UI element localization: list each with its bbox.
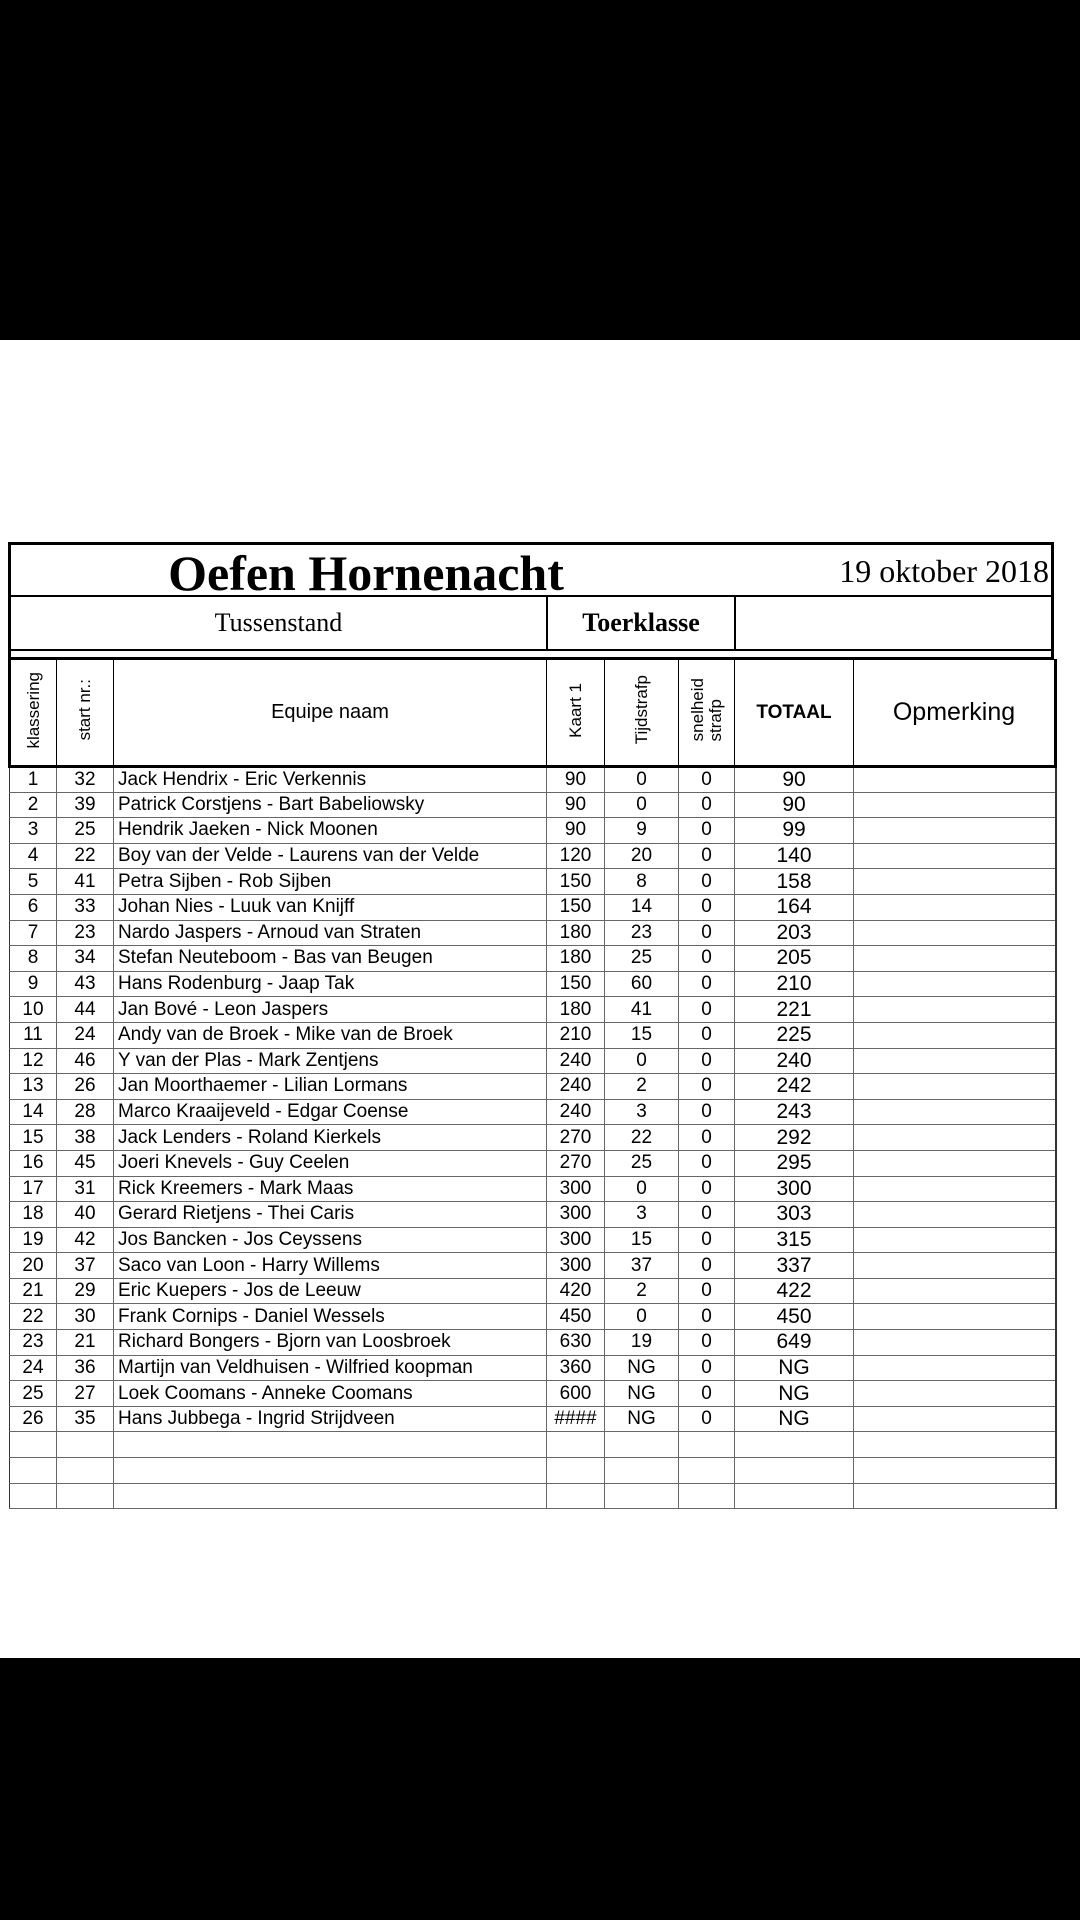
cell-start-nr: 34 bbox=[57, 946, 114, 972]
cell-totaal: 225 bbox=[735, 1022, 854, 1048]
cell-rank: 11 bbox=[10, 1022, 57, 1048]
cell-kaart1: 180 bbox=[547, 946, 605, 972]
cell-start-nr: 43 bbox=[57, 971, 114, 997]
cell-snelheid: 0 bbox=[679, 1150, 735, 1176]
cell-rank: 17 bbox=[10, 1176, 57, 1202]
cell-snelheid: 0 bbox=[679, 1253, 735, 1279]
cell-start-nr: 46 bbox=[57, 1048, 114, 1074]
cell-opmerking bbox=[854, 1125, 1056, 1151]
cell-tijdstrafp: 0 bbox=[605, 1304, 679, 1330]
empty-cell bbox=[114, 1432, 547, 1458]
cell-rank: 2 bbox=[10, 792, 57, 818]
cell-snelheid: 0 bbox=[679, 843, 735, 869]
cell-opmerking bbox=[854, 818, 1056, 844]
cell-snelheid: 0 bbox=[679, 1048, 735, 1074]
cell-equipe: Jos Bancken - Jos Ceyssens bbox=[114, 1227, 547, 1253]
table-row bbox=[10, 869, 1056, 895]
cell-opmerking bbox=[854, 767, 1056, 793]
cell-rank: 23 bbox=[10, 1330, 57, 1356]
table-row bbox=[10, 1330, 1056, 1356]
cell-equipe: Rick Kreemers - Mark Maas bbox=[114, 1176, 547, 1202]
cell-totaal: 242 bbox=[735, 1074, 854, 1100]
cell-start-nr: 25 bbox=[57, 818, 114, 844]
empty-cell bbox=[854, 1432, 1056, 1458]
class-label: Toerklasse bbox=[548, 597, 736, 649]
cell-opmerking bbox=[854, 997, 1056, 1023]
cell-tijdstrafp: 2 bbox=[605, 1278, 679, 1304]
cell-rank: 4 bbox=[10, 843, 57, 869]
table-row bbox=[10, 1253, 1056, 1279]
cell-equipe: Patrick Corstjens - Bart Babeliowsky bbox=[114, 792, 547, 818]
cell-snelheid: 0 bbox=[679, 1176, 735, 1202]
cell-snelheid: 0 bbox=[679, 1099, 735, 1125]
cell-start-nr: 44 bbox=[57, 997, 114, 1023]
cell-rank: 19 bbox=[10, 1227, 57, 1253]
empty-cell bbox=[854, 1483, 1056, 1509]
cell-totaal: 240 bbox=[735, 1048, 854, 1074]
col-header-totaal: TOTAAL bbox=[735, 660, 854, 767]
cell-kaart1: 90 bbox=[547, 792, 605, 818]
table-row bbox=[10, 1278, 1056, 1304]
cell-kaart1: 240 bbox=[547, 1048, 605, 1074]
cell-tijdstrafp: 0 bbox=[605, 1048, 679, 1074]
col-header-kaart1: Kaart 1 bbox=[547, 660, 605, 767]
cell-opmerking bbox=[854, 1074, 1056, 1100]
cell-totaal: 303 bbox=[735, 1202, 854, 1228]
cell-kaart1: #### bbox=[547, 1406, 605, 1432]
table-row bbox=[10, 1125, 1056, 1151]
cell-rank: 22 bbox=[10, 1304, 57, 1330]
table-row bbox=[10, 1074, 1056, 1100]
cell-opmerking bbox=[854, 1022, 1056, 1048]
cell-kaart1: 300 bbox=[547, 1227, 605, 1253]
cell-totaal: 158 bbox=[735, 869, 854, 895]
cell-opmerking bbox=[854, 1176, 1056, 1202]
cell-kaart1: 90 bbox=[547, 767, 605, 793]
cell-opmerking bbox=[854, 1099, 1056, 1125]
cell-equipe: Nardo Jaspers - Arnoud van Straten bbox=[114, 920, 547, 946]
cell-totaal: 90 bbox=[735, 792, 854, 818]
results-body bbox=[10, 767, 1056, 1509]
cell-equipe: Saco van Loon - Harry Willems bbox=[114, 1253, 547, 1279]
cell-tijdstrafp: 2 bbox=[605, 1074, 679, 1100]
cell-rank: 25 bbox=[10, 1381, 57, 1407]
event-date: 19 oktober 2018 bbox=[839, 553, 1049, 589]
col-header-tijdstrafp: Tijdstrafp bbox=[605, 660, 679, 767]
empty-cell bbox=[854, 1458, 1056, 1484]
cell-equipe: Gerard Rietjens - Thei Caris bbox=[114, 1202, 547, 1228]
cell-rank: 18 bbox=[10, 1202, 57, 1228]
cell-start-nr: 30 bbox=[57, 1304, 114, 1330]
empty-cell bbox=[114, 1458, 547, 1484]
table-row bbox=[10, 1099, 1056, 1125]
cell-tijdstrafp: 0 bbox=[605, 767, 679, 793]
cell-kaart1: 270 bbox=[547, 1125, 605, 1151]
cell-start-nr: 42 bbox=[57, 1227, 114, 1253]
cell-equipe: Andy van de Broek - Mike van de Broek bbox=[114, 1022, 547, 1048]
cell-start-nr: 27 bbox=[57, 1381, 114, 1407]
empty-table-row bbox=[10, 1432, 1056, 1458]
empty-cell bbox=[547, 1483, 605, 1509]
subtitle-empty-cell bbox=[736, 597, 1051, 649]
table-row bbox=[10, 1150, 1056, 1176]
cell-tijdstrafp: 25 bbox=[605, 1150, 679, 1176]
cell-opmerking bbox=[854, 1253, 1056, 1279]
cell-totaal: 210 bbox=[735, 971, 854, 997]
cell-tijdstrafp: 22 bbox=[605, 1125, 679, 1151]
cell-start-nr: 23 bbox=[57, 920, 114, 946]
cell-opmerking bbox=[854, 920, 1056, 946]
cell-snelheid: 0 bbox=[679, 1381, 735, 1407]
cell-snelheid: 0 bbox=[679, 1227, 735, 1253]
table-row bbox=[10, 1202, 1056, 1228]
cell-totaal: 337 bbox=[735, 1253, 854, 1279]
empty-cell bbox=[735, 1458, 854, 1484]
empty-cell bbox=[114, 1483, 547, 1509]
empty-cell bbox=[735, 1432, 854, 1458]
cell-kaart1: 240 bbox=[547, 1074, 605, 1100]
cell-start-nr: 29 bbox=[57, 1278, 114, 1304]
cell-totaal: 649 bbox=[735, 1330, 854, 1356]
cell-kaart1: 150 bbox=[547, 971, 605, 997]
cell-rank: 16 bbox=[10, 1150, 57, 1176]
cell-snelheid: 0 bbox=[679, 1304, 735, 1330]
empty-cell bbox=[605, 1458, 679, 1484]
cell-kaart1: 420 bbox=[547, 1278, 605, 1304]
cell-snelheid: 0 bbox=[679, 920, 735, 946]
cell-tijdstrafp: 3 bbox=[605, 1099, 679, 1125]
cell-start-nr: 22 bbox=[57, 843, 114, 869]
cell-tijdstrafp: 25 bbox=[605, 946, 679, 972]
col-header-opmerking: Opmerking bbox=[854, 660, 1056, 767]
empty-cell bbox=[735, 1483, 854, 1509]
cell-equipe: Eric Kuepers - Jos de Leeuw bbox=[114, 1278, 547, 1304]
cell-rank: 10 bbox=[10, 997, 57, 1023]
subtitle-row bbox=[8, 597, 1054, 651]
table-row bbox=[10, 894, 1056, 920]
cell-totaal: 292 bbox=[735, 1125, 854, 1151]
cell-rank: 24 bbox=[10, 1355, 57, 1381]
cell-start-nr: 38 bbox=[57, 1125, 114, 1151]
cell-totaal: 243 bbox=[735, 1099, 854, 1125]
cell-kaart1: 150 bbox=[547, 869, 605, 895]
cell-tijdstrafp: NG bbox=[605, 1355, 679, 1381]
table-row bbox=[10, 792, 1056, 818]
empty-cell bbox=[57, 1432, 114, 1458]
cell-kaart1: 360 bbox=[547, 1355, 605, 1381]
empty-table-row bbox=[10, 1458, 1056, 1484]
cell-snelheid: 0 bbox=[679, 1330, 735, 1356]
cell-snelheid: 0 bbox=[679, 971, 735, 997]
empty-cell bbox=[605, 1483, 679, 1509]
cell-snelheid: 0 bbox=[679, 792, 735, 818]
cell-kaart1: 300 bbox=[547, 1202, 605, 1228]
cell-start-nr: 26 bbox=[57, 1074, 114, 1100]
cell-tijdstrafp: 41 bbox=[605, 997, 679, 1023]
cell-equipe: Jan Moorthaemer - Lilian Lormans bbox=[114, 1074, 547, 1100]
cell-rank: 8 bbox=[10, 946, 57, 972]
cell-tijdstrafp: 20 bbox=[605, 843, 679, 869]
empty-cell bbox=[547, 1458, 605, 1484]
cell-totaal: 164 bbox=[735, 894, 854, 920]
table-row bbox=[10, 971, 1056, 997]
cell-snelheid: 0 bbox=[679, 946, 735, 972]
cell-kaart1: 630 bbox=[547, 1330, 605, 1356]
cell-tijdstrafp: 15 bbox=[605, 1022, 679, 1048]
empty-cell bbox=[10, 1458, 57, 1484]
cell-kaart1: 270 bbox=[547, 1150, 605, 1176]
cell-equipe: Martijn van Veldhuisen - Wilfried koopman bbox=[114, 1355, 547, 1381]
cell-snelheid: 0 bbox=[679, 767, 735, 793]
cell-equipe: Hans Jubbega - Ingrid Strijdveen bbox=[114, 1406, 547, 1432]
cell-kaart1: 300 bbox=[547, 1176, 605, 1202]
cell-start-nr: 36 bbox=[57, 1355, 114, 1381]
cell-snelheid: 0 bbox=[679, 1074, 735, 1100]
col-header-snelheid: snelheidstrafp bbox=[679, 660, 735, 767]
empty-cell bbox=[10, 1432, 57, 1458]
cell-equipe: Jack Lenders - Roland Kierkels bbox=[114, 1125, 547, 1151]
cell-tijdstrafp: 23 bbox=[605, 920, 679, 946]
cell-totaal: 99 bbox=[735, 818, 854, 844]
cell-rank: 13 bbox=[10, 1074, 57, 1100]
empty-cell bbox=[57, 1458, 114, 1484]
cell-rank: 26 bbox=[10, 1406, 57, 1432]
table-row bbox=[10, 1227, 1056, 1253]
table-row bbox=[10, 1355, 1056, 1381]
empty-cell bbox=[679, 1458, 735, 1484]
table-row bbox=[10, 1381, 1056, 1407]
cell-equipe: Boy van der Velde - Laurens van der Velde bbox=[114, 843, 547, 869]
cell-opmerking bbox=[854, 1304, 1056, 1330]
col-header-klassering: klassering bbox=[10, 660, 57, 767]
cell-rank: 20 bbox=[10, 1253, 57, 1279]
cell-start-nr: 39 bbox=[57, 792, 114, 818]
col-header-equipe: Equipe naam bbox=[114, 660, 547, 767]
cell-equipe: Jack Hendrix - Eric Verkennis bbox=[114, 767, 547, 793]
cell-kaart1: 210 bbox=[547, 1022, 605, 1048]
cell-totaal: 315 bbox=[735, 1227, 854, 1253]
cell-equipe: Loek Coomans - Anneke Coomans bbox=[114, 1381, 547, 1407]
cell-equipe: Frank Cornips - Daniel Wessels bbox=[114, 1304, 547, 1330]
cell-snelheid: 0 bbox=[679, 818, 735, 844]
cell-opmerking bbox=[854, 1406, 1056, 1432]
cell-rank: 15 bbox=[10, 1125, 57, 1151]
table-row bbox=[10, 818, 1056, 844]
col-header-start-nr: start nr.: bbox=[57, 660, 114, 767]
cell-kaart1: 450 bbox=[547, 1304, 605, 1330]
empty-cell bbox=[57, 1483, 114, 1509]
cell-tijdstrafp: 0 bbox=[605, 792, 679, 818]
title-row bbox=[8, 542, 1054, 601]
cell-snelheid: 0 bbox=[679, 1278, 735, 1304]
table-row bbox=[10, 1176, 1056, 1202]
cell-totaal: 203 bbox=[735, 920, 854, 946]
page-title: Oefen Hornenacht bbox=[168, 545, 564, 601]
cell-start-nr: 32 bbox=[57, 767, 114, 793]
cell-opmerking bbox=[854, 792, 1056, 818]
cell-totaal: 221 bbox=[735, 997, 854, 1023]
cell-start-nr: 33 bbox=[57, 894, 114, 920]
cell-opmerking bbox=[854, 869, 1056, 895]
cell-opmerking bbox=[854, 1330, 1056, 1356]
cell-totaal: 205 bbox=[735, 946, 854, 972]
table-row bbox=[10, 843, 1056, 869]
empty-table-row bbox=[10, 1483, 1056, 1509]
cell-tijdstrafp: 60 bbox=[605, 971, 679, 997]
cell-snelheid: 0 bbox=[679, 1355, 735, 1381]
cell-equipe: Richard Bongers - Bjorn van Loosbroek bbox=[114, 1330, 547, 1356]
cell-opmerking bbox=[854, 1227, 1056, 1253]
cell-totaal: NG bbox=[735, 1355, 854, 1381]
cell-equipe: Johan Nies - Luuk van Knijff bbox=[114, 894, 547, 920]
cell-opmerking bbox=[854, 1381, 1056, 1407]
empty-cell bbox=[679, 1483, 735, 1509]
cell-totaal: 300 bbox=[735, 1176, 854, 1202]
cell-totaal: NG bbox=[735, 1406, 854, 1432]
cell-tijdstrafp: 14 bbox=[605, 894, 679, 920]
cell-start-nr: 37 bbox=[57, 1253, 114, 1279]
cell-rank: 6 bbox=[10, 894, 57, 920]
cell-rank: 3 bbox=[10, 818, 57, 844]
table-row bbox=[10, 767, 1056, 793]
cell-kaart1: 180 bbox=[547, 997, 605, 1023]
cell-rank: 14 bbox=[10, 1099, 57, 1125]
cell-snelheid: 0 bbox=[679, 1202, 735, 1228]
results-sheet bbox=[8, 542, 1054, 1509]
cell-snelheid: 0 bbox=[679, 869, 735, 895]
table-header-row bbox=[10, 660, 1056, 767]
cell-rank: 5 bbox=[10, 869, 57, 895]
cell-rank: 12 bbox=[10, 1048, 57, 1074]
cell-start-nr: 31 bbox=[57, 1176, 114, 1202]
cell-start-nr: 40 bbox=[57, 1202, 114, 1228]
cell-snelheid: 0 bbox=[679, 894, 735, 920]
cell-rank: 9 bbox=[10, 971, 57, 997]
cell-start-nr: 41 bbox=[57, 869, 114, 895]
cell-start-nr: 45 bbox=[57, 1150, 114, 1176]
subtitle-tussenstand: Tussenstand bbox=[11, 597, 548, 649]
cell-start-nr: 28 bbox=[57, 1099, 114, 1125]
cell-tijdstrafp: NG bbox=[605, 1406, 679, 1432]
cell-tijdstrafp: 9 bbox=[605, 818, 679, 844]
results-table bbox=[8, 659, 1057, 1509]
cell-totaal: 140 bbox=[735, 843, 854, 869]
table-row bbox=[10, 1406, 1056, 1432]
cell-kaart1: 150 bbox=[547, 894, 605, 920]
table-row bbox=[10, 1304, 1056, 1330]
cell-totaal: 422 bbox=[735, 1278, 854, 1304]
cell-rank: 1 bbox=[10, 767, 57, 793]
cell-equipe: Y van der Plas - Mark Zentjens bbox=[114, 1048, 547, 1074]
table-row bbox=[10, 1022, 1056, 1048]
cell-kaart1: 240 bbox=[547, 1099, 605, 1125]
cell-opmerking bbox=[854, 971, 1056, 997]
empty-cell bbox=[605, 1432, 679, 1458]
cell-opmerking bbox=[854, 1355, 1056, 1381]
empty-cell bbox=[547, 1432, 605, 1458]
cell-snelheid: 0 bbox=[679, 1125, 735, 1151]
cell-tijdstrafp: 37 bbox=[605, 1253, 679, 1279]
cell-opmerking bbox=[854, 1150, 1056, 1176]
cell-tijdstrafp: 3 bbox=[605, 1202, 679, 1228]
cell-start-nr: 35 bbox=[57, 1406, 114, 1432]
cell-kaart1: 600 bbox=[547, 1381, 605, 1407]
cell-opmerking bbox=[854, 1202, 1056, 1228]
cell-totaal: 90 bbox=[735, 767, 854, 793]
cell-tijdstrafp: 0 bbox=[605, 1176, 679, 1202]
cell-rank: 21 bbox=[10, 1278, 57, 1304]
cell-rank: 7 bbox=[10, 920, 57, 946]
cell-kaart1: 120 bbox=[547, 843, 605, 869]
cell-totaal: 450 bbox=[735, 1304, 854, 1330]
cell-snelheid: 0 bbox=[679, 1406, 735, 1432]
empty-cell bbox=[679, 1432, 735, 1458]
table-row bbox=[10, 920, 1056, 946]
cell-equipe: Stefan Neuteboom - Bas van Beugen bbox=[114, 946, 547, 972]
header-gap bbox=[8, 651, 1054, 659]
cell-kaart1: 180 bbox=[547, 920, 605, 946]
cell-tijdstrafp: 8 bbox=[605, 869, 679, 895]
cell-opmerking bbox=[854, 894, 1056, 920]
cell-equipe: Joeri Knevels - Guy Ceelen bbox=[114, 1150, 547, 1176]
cell-start-nr: 21 bbox=[57, 1330, 114, 1356]
cell-tijdstrafp: 19 bbox=[605, 1330, 679, 1356]
cell-opmerking bbox=[854, 1278, 1056, 1304]
cell-totaal: NG bbox=[735, 1381, 854, 1407]
cell-equipe: Marco Kraaijeveld - Edgar Coense bbox=[114, 1099, 547, 1125]
cell-totaal: 295 bbox=[735, 1150, 854, 1176]
cell-equipe: Petra Sijben - Rob Sijben bbox=[114, 869, 547, 895]
cell-snelheid: 0 bbox=[679, 1022, 735, 1048]
cell-kaart1: 300 bbox=[547, 1253, 605, 1279]
table-row bbox=[10, 1048, 1056, 1074]
cell-opmerking bbox=[854, 1048, 1056, 1074]
cell-tijdstrafp: NG bbox=[605, 1381, 679, 1407]
cell-equipe: Hendrik Jaeken - Nick Moonen bbox=[114, 818, 547, 844]
cell-snelheid: 0 bbox=[679, 997, 735, 1023]
cell-start-nr: 24 bbox=[57, 1022, 114, 1048]
cell-equipe: Jan Bové - Leon Jaspers bbox=[114, 997, 547, 1023]
cell-opmerking bbox=[854, 843, 1056, 869]
cell-kaart1: 90 bbox=[547, 818, 605, 844]
table-row bbox=[10, 997, 1056, 1023]
empty-cell bbox=[10, 1483, 57, 1509]
cell-tijdstrafp: 15 bbox=[605, 1227, 679, 1253]
cell-equipe: Hans Rodenburg - Jaap Tak bbox=[114, 971, 547, 997]
cell-opmerking bbox=[854, 946, 1056, 972]
table-row bbox=[10, 946, 1056, 972]
